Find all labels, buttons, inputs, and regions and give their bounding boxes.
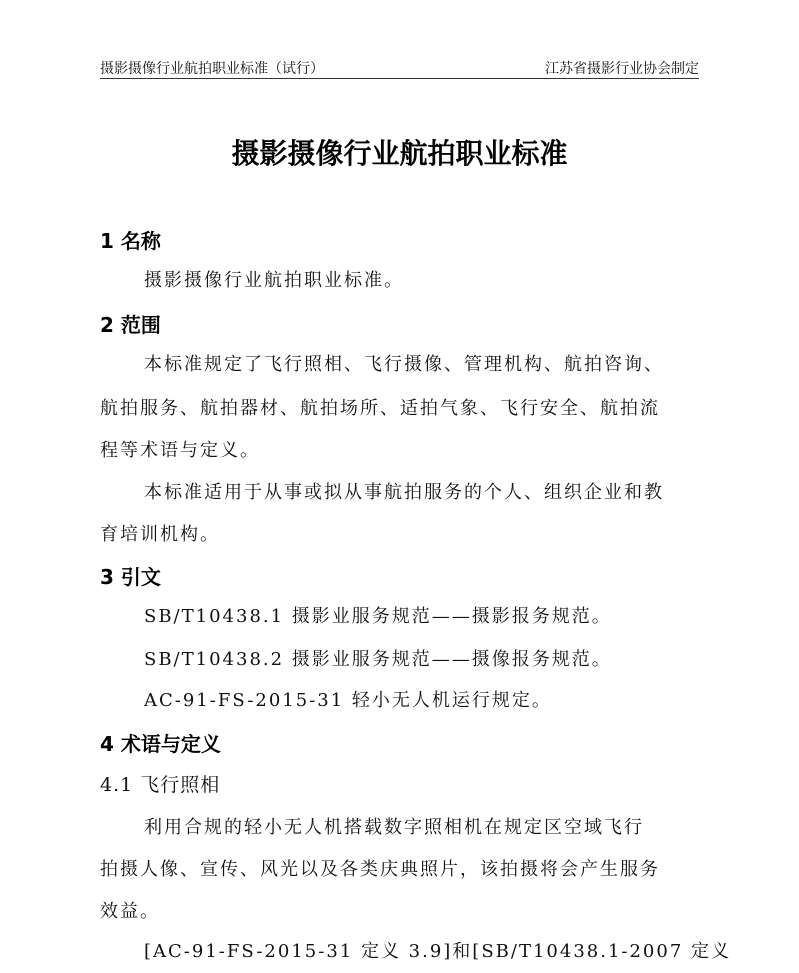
paragraph-line: [AC-91-FS-2015-31 定义 3.9]和[SB/T10438.1-2007 定义 <box>144 941 732 962</box>
header-doc-title: 摄影摄像行业航拍职业标准（试行） <box>100 61 324 77</box>
reference-line: AC-91-FS-2015-31 轻小无人机运行规定。 <box>144 690 552 711</box>
paragraph-line: 拍摄人像、宣传、风光以及各类庆典照片，该拍摄将会产生服务 <box>100 859 660 880</box>
section-2-heading: 2 范围 <box>100 313 161 337</box>
section-3-heading: 3 引文 <box>100 565 161 589</box>
paragraph-line: 利用合规的轻小无人机搭载数字照相机在规定区空域飞行 <box>144 817 644 838</box>
paragraph-line: 摄影摄像行业航拍职业标准。 <box>144 270 404 291</box>
paragraph-line: 效益。 <box>100 901 160 922</box>
paragraph-line: 本标准规定了飞行照相、飞行摄像、管理机构、航拍咨询、 <box>144 354 664 375</box>
section-1-heading: 1 名称 <box>100 229 161 253</box>
paragraph-line: 航拍服务、航拍器材、航拍场所、适拍气象、飞行安全、航拍流 <box>100 398 660 419</box>
header-issuer: 江苏省摄影行业协会制定 <box>545 61 699 77</box>
subsection-4-1-heading: 4.1 飞行照相 <box>100 774 221 796</box>
page-header <box>100 56 699 79</box>
section-4-heading: 4 术语与定义 <box>100 732 221 756</box>
paragraph-line: 程等术语与定义。 <box>100 440 260 461</box>
reference-line: SB/T10438.1 摄影业服务规范——摄影报务规范。 <box>144 606 612 627</box>
document-title: 摄影摄像行业航拍职业标准 <box>231 137 568 170</box>
reference-line: SB/T10438.2 摄影业服务规范——摄像报务规范。 <box>144 649 612 670</box>
paragraph-line: 育培训机构。 <box>100 524 220 545</box>
paragraph-line: 本标准适用于从事或拟从事航拍服务的个人、组织企业和教 <box>144 482 664 503</box>
